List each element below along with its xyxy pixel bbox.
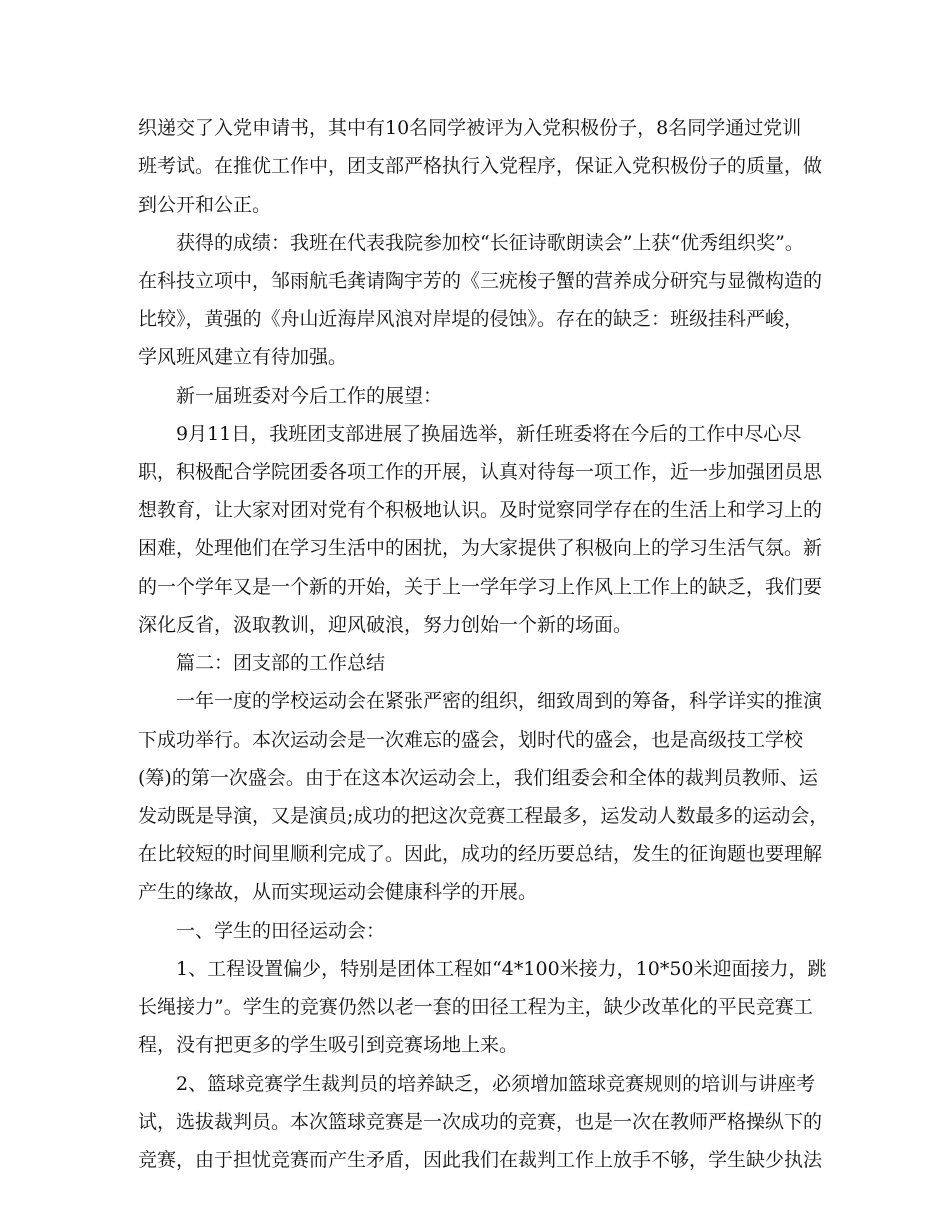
text-line: 程，没有把更多的学生吸引到竞赛场地上来。 [138,1034,519,1056]
text-line: 想教育，让大家对团对党有个积极地认识。及时觉察同学存在的生活上和学习上的 [138,499,823,521]
section-heading: 篇二：团支部的工作总结 [176,652,386,674]
paragraph-first-line: 获得的成绩：我班在代表我院参加校“长征诗歌朗读会”上获“优秀组织奖”。 [176,232,804,254]
section-heading: 一、学生的田径运动会： [176,920,386,942]
text-line: 困难，处理他们在学习生活中的困扰，为大家提供了积极向上的学习生活气氛。新 [138,537,823,559]
text-line: (筹)的第一次盛会。由于在这本次运动会上，我们组委会和全体的裁判员教师、运 [138,767,818,789]
text-line: 竞赛，由于担忧竞赛而产生矛盾，因此我们在裁判工作上放手不够，学生缺少执法 [138,1149,823,1171]
text-line: 发动既是导演，又是演员;成功的把这次竞赛工程最多，运发动人数最多的运动会， [138,805,829,827]
text-line: 下成功举行。本次运动会是一次难忘的盛会，划时代的盛会，也是高级技工学校 [138,729,804,751]
text-line: 学风班风建立有待加强。 [138,346,348,368]
paragraph-first-line: 9月11日，我班团支部进展了换届选举，新任班委将在今后的工作中尽心尽 [176,423,802,445]
paragraph-first-line: 一年一度的学校运动会在紧张严密的组织，细致周到的筹备，科学详实的推演 [176,690,823,712]
text-line: 班考试。在推优工作中，团支部严格执行入党程序，保证入党积极份子的质量，做 [138,155,823,177]
paragraph-first-line: 1、工程设置偏少，特别是团体工程如“4*100米接力，10*50米迎面接力，跳 [176,958,827,980]
text-line: 试，选拔裁判员。本次篮球竞赛是一次成功的竞赛，也是一次在教师严格操纵下的 [138,1111,823,1133]
text-line: 在科技立项中，邹雨航毛龚请陶宇芳的《三疣梭子蟹的营养成分研究与显微构造的 [138,270,823,292]
text-line: 的一个学年又是一个新的开始，关于上一学年学习上作风上工作上的缺乏，我们要 [138,576,823,598]
text-line: 比较》，黄强的《舟山近海岸风浪对岸堤的侵蚀》。存在的缺乏：班级挂科严峻， [138,308,804,330]
text-line: 长绳接力”。学生的竞赛仍然以老一套的田径工程为主，缺少改革化的平民竞赛工 [138,996,813,1018]
text-line: 产生的缘故，从而实现运动会健康科学的开展。 [138,881,538,903]
text-line: 到公开和公正。 [138,194,272,216]
text-line: 深化反省，汲取教训，迎风破浪，努力创始一个新的场面。 [138,614,633,636]
text-line: 职，积极配合学院团委各项工作的开展，认真对待每一项工作，近一步加强团员思 [138,461,823,483]
paragraph-first-line: 2、篮球竞赛学生裁判员的培养缺乏，必须增加篮球竞赛规则的培训与讲座考 [176,1073,816,1095]
paragraph-first-line: 新一届班委对今后工作的展望： [176,385,443,407]
text-line: 织递交了入党申请书，其中有10名同学被评为入党积极份子，8名同学通过党训 [138,117,802,139]
text-line: 在比较短的时间里顺利完成了。因此，成功的经历要总结，发生的征询题也要理解 [138,843,823,865]
